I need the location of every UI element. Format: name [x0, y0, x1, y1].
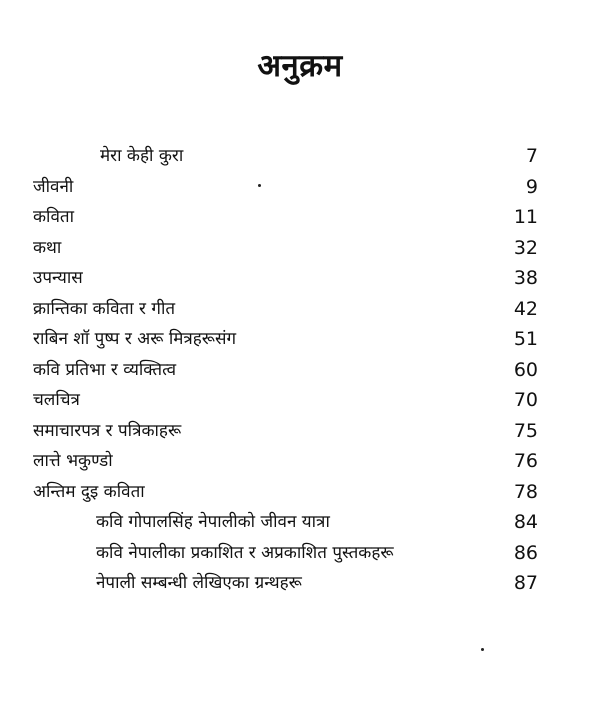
toc-entry-title: लात्ते भकुण्डो [33, 451, 113, 471]
toc-entry-title: मेरा केही कुरा [100, 146, 184, 166]
toc-entry-title: अन्तिम दुइ कविता [33, 481, 145, 502]
toc-entry-title: क्रान्तिका कविता र गीत [33, 298, 176, 319]
toc-entry-page: 87 [513, 572, 538, 594]
toc-entry [0, 296, 600, 327]
toc-entry [0, 174, 600, 205]
toc-entry-page: 11 [513, 206, 538, 228]
toc-entry [0, 265, 600, 296]
toc-entry [0, 418, 600, 449]
toc-entry-title: कवि नेपालीका प्रकाशित र अप्रकाशित पुस्तकहरू [96, 542, 394, 563]
toc-entry [0, 479, 600, 510]
toc-entry [0, 204, 600, 235]
toc-entry-title: नेपाली सम्बन्धी लेखिएका ग्रन्थहरू [96, 573, 302, 593]
toc-entry [0, 509, 600, 540]
toc-entry [0, 570, 600, 601]
toc-entry [0, 143, 600, 174]
toc-entry [0, 540, 600, 571]
toc-entry-title: समाचारपत्र र पत्रिकाहरू [33, 420, 182, 441]
toc-entry-page: 42 [513, 297, 538, 320]
toc-entry-page: 60 [513, 358, 538, 381]
toc-entry-title: कविता [33, 207, 75, 227]
toc-entry-page: 86 [513, 541, 538, 564]
toc-entry-page: 7 [525, 145, 538, 167]
toc-entry-title: उपन्यास [33, 268, 83, 288]
toc-entry-page: 38 [513, 267, 538, 289]
toc-entry [0, 448, 600, 479]
toc-entry-title: कवि गोपालसिंह नेपालीको जीवन यात्रा [96, 512, 330, 532]
scan-speck [481, 648, 484, 651]
toc-entry [0, 357, 600, 388]
toc-entry-page: 32 [513, 236, 538, 259]
toc-entry-page: 75 [513, 419, 538, 442]
toc-entry-page: 9 [525, 175, 538, 198]
toc-entry [0, 387, 600, 418]
toc-entry-title: कथा [33, 237, 62, 258]
page-title: अनुक्रम [257, 48, 343, 84]
scan-speck [258, 184, 261, 187]
toc-entry-page: 78 [513, 480, 538, 503]
toc-entry [0, 326, 600, 357]
toc-entry-title: कवि प्रतिभा र व्यक्तित्व [33, 359, 177, 380]
toc-entry-title: राबिन शॉ पुष्प र अरू मित्रहरूसंग [33, 329, 237, 349]
toc-entry-page: 51 [513, 328, 538, 350]
toc-entry-page: 76 [513, 450, 538, 472]
toc-entry-title: चलचित्र [33, 390, 80, 410]
toc-entry [0, 235, 600, 266]
toc-entry-page: 70 [513, 389, 538, 411]
toc-entry-page: 84 [513, 511, 538, 533]
toc-entry-title: जीवनी [33, 176, 74, 197]
table-of-contents [0, 143, 600, 601]
